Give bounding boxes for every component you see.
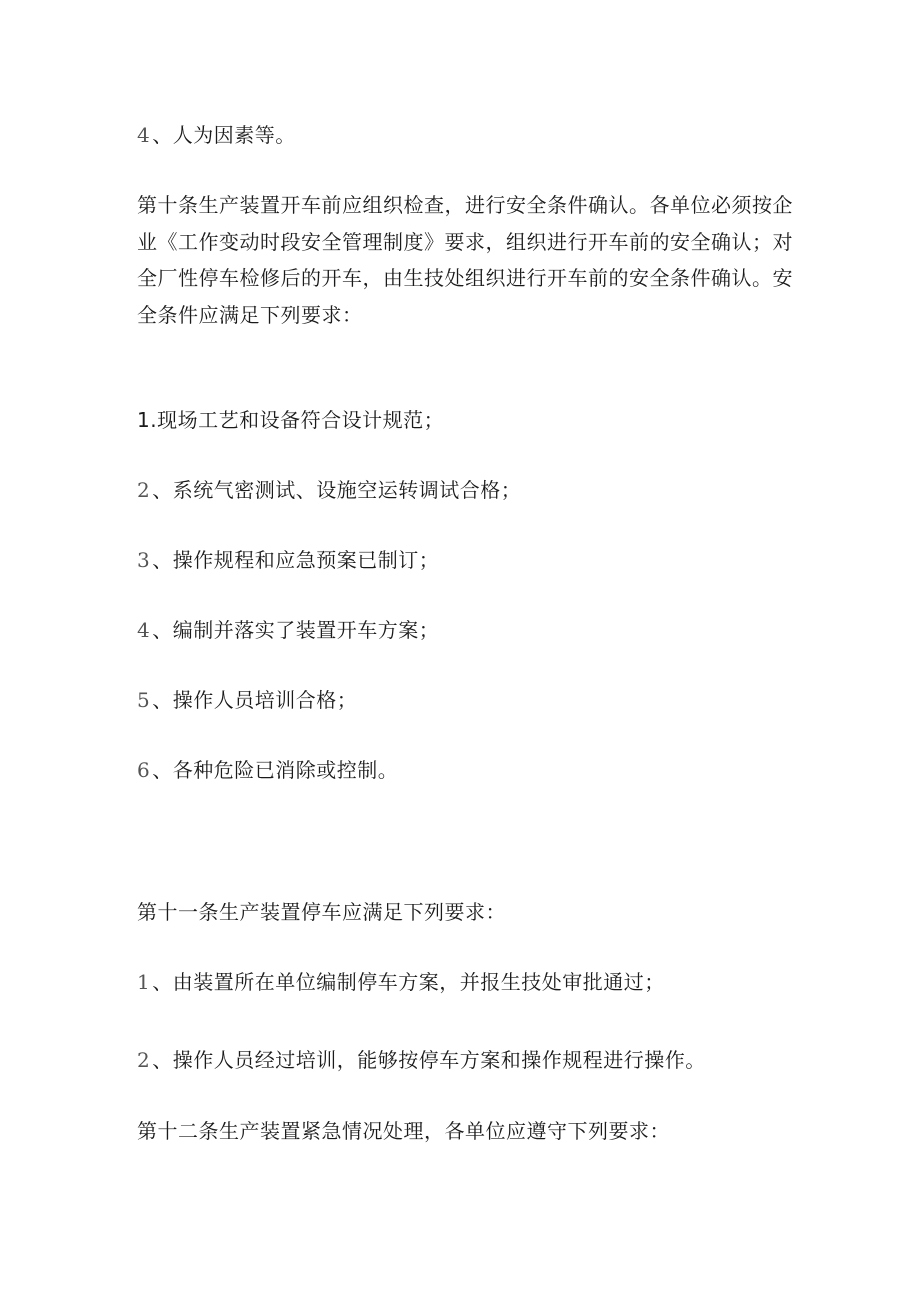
startup-condition-item xyxy=(137,682,787,718)
list-number: 3 xyxy=(137,548,151,572)
list-number: 2 xyxy=(137,478,151,502)
shutdown-condition-item xyxy=(137,1042,787,1078)
list-number: 5 xyxy=(137,688,151,712)
article-text: 第十一条生产装置停车应满足下列要求： xyxy=(137,900,506,924)
list-text: 、人为因素等。 xyxy=(152,123,296,147)
list-item-human-factors xyxy=(137,117,787,153)
startup-condition-item xyxy=(137,472,787,508)
paragraph-line: 全厂性停车检修后的开车，由生技处组织进行开车前的安全条件确认。安 xyxy=(137,266,793,290)
paragraph-line: 业《工作变动时段安全管理制度》要求，组织进行开车前的安全确认；对 xyxy=(137,229,793,254)
list-text: 、系统气密测试、设施空运转调试合格； xyxy=(152,478,522,502)
list-text: 、由装置所在单位编制停车方案，并报生技处审批通过； xyxy=(152,970,665,994)
list-text: 、操作人员培训合格； xyxy=(152,688,358,712)
startup-condition-item xyxy=(137,612,787,648)
list-text: 、编制并落实了装置开车方案； xyxy=(152,618,440,642)
paragraph-line: 第十条生产装置开车前应组织检查，进行安全条件确认。各单位必须按企 xyxy=(137,193,793,217)
shutdown-condition-item xyxy=(137,964,787,1000)
list-number: 4 xyxy=(137,618,151,642)
list-number: 6 xyxy=(137,758,151,782)
list-text: 、各种危险已消除或控制。 xyxy=(152,758,399,782)
article-text: 第十二条生产装置紧急情况处理，各单位应遵守下列要求： xyxy=(137,1119,670,1143)
list-text: 、操作人员经过培训，能够按停车方案和操作规程进行操作。 xyxy=(152,1048,706,1072)
list-text: 、操作规程和应急预案已制订； xyxy=(152,548,440,572)
startup-condition-item xyxy=(137,752,787,788)
article-12-heading xyxy=(137,1113,787,1149)
startup-condition-item xyxy=(137,542,787,578)
list-number: 4 xyxy=(137,123,151,147)
article-11-heading xyxy=(137,894,787,930)
article-10-paragraph xyxy=(137,187,793,333)
list-text: 1.现场工艺和设备符合设计规范； xyxy=(137,408,445,432)
list-number: 1 xyxy=(137,970,151,994)
list-number: 2 xyxy=(137,1048,151,1072)
paragraph-line: 全条件应满足下列要求： xyxy=(137,302,363,327)
startup-condition-item xyxy=(137,402,787,438)
